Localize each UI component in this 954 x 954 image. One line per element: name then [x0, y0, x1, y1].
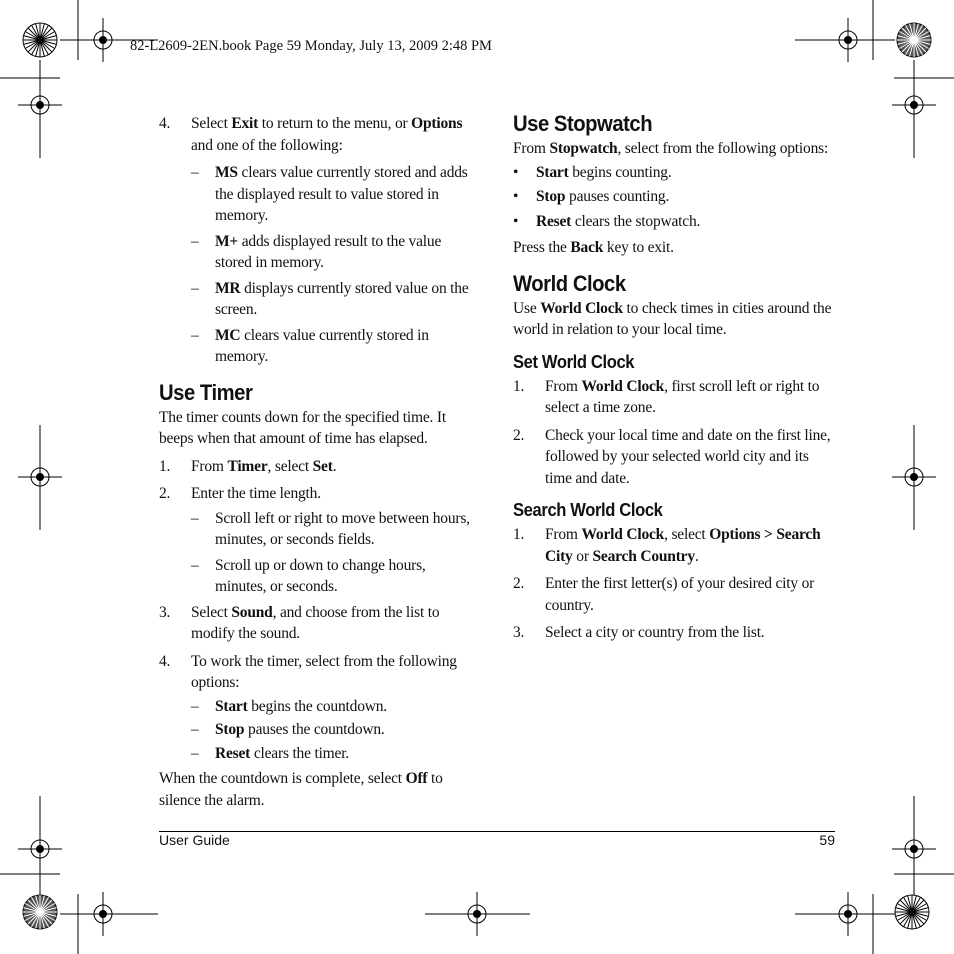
set-world-clock-step-1: 1. From World Clock, first scroll left or right to select a time zone. — [513, 377, 820, 416]
search-world-clock-step-2: 2. Enter the first letter(s) of your desired city or country. — [513, 575, 815, 614]
page-number: 59 — [819, 832, 835, 848]
memory-item-ms: – MS clears value currently stored and adds the displayed result to value stored in memory. — [191, 164, 468, 224]
stopwatch-option-start: • Start begins counting. — [513, 163, 672, 181]
left-column — [159, 113, 479, 817]
timer-outro: When the countdown is complete, select Off to silence the alarm. — [159, 770, 443, 809]
timer-option-stop: – Stop pauses the countdown. — [191, 721, 385, 738]
timer-step-2-sub: – Scroll up or down to change hours, minutes, or seconds. — [191, 556, 426, 595]
book-header-line: 82-L2609-2EN.book Page 59 Monday, July 13, 2009 2:48 PM — [130, 38, 492, 54]
stopwatch-outro: Press the Back key to exit. — [513, 239, 674, 256]
search-world-clock-step-1: 1. From World Clock, select Options > Search City or Search Country. — [513, 526, 821, 565]
search-world-clock-heading: Search World Clock — [513, 500, 663, 520]
memory-item-mc: – MC clears value currently stored in memory. — [191, 326, 429, 365]
timer-option-reset: – Reset clears the timer. — [191, 744, 349, 762]
footer-title: User Guide — [159, 832, 230, 848]
right-column — [513, 111, 833, 650]
stopwatch-intro: From Stopwatch, select from the following options: — [513, 140, 829, 157]
use-timer-heading: Use Timer — [159, 379, 253, 405]
timer-step-1: 1. From Timer, select Set. — [159, 457, 337, 475]
calc-step-4: 4. Select Exit to return to the menu, or Options and one of the following: — [159, 115, 463, 154]
timer-step-2-sub: – Scroll left or right to move between hours, minutes, or seconds fields. — [191, 509, 470, 548]
stopwatch-option-reset: • Reset clears the stopwatch. — [513, 212, 701, 230]
timer-step-3: 3. Select Sound, and choose from the list to modify the sound. — [159, 603, 440, 642]
timer-option-start: – Start begins the countdown. — [191, 697, 387, 715]
search-world-clock-step-3: 3. Select a city or country from the list. — [513, 624, 765, 641]
set-world-clock-step-2: 2. Check your local time and date on the first line, followed by your selected world city and its time and date. — [513, 426, 831, 487]
timer-intro: The timer counts down for the specified time. It beeps when that amount of time has elapsed. — [159, 408, 446, 447]
timer-step-4: 4. To work the timer, select from the following options: — [159, 652, 457, 691]
use-stopwatch-heading: Use Stopwatch — [513, 111, 653, 136]
footer-divider — [159, 831, 835, 832]
stopwatch-option-stop: • Stop pauses counting. — [513, 188, 670, 205]
timer-step-2: 2. Enter the time length. — [159, 485, 321, 502]
memory-item-mr: – MR displays currently stored value on the screen. — [191, 279, 469, 318]
options-key: Options — [411, 115, 463, 132]
exit-key: Exit — [231, 115, 259, 132]
world-clock-heading: World Clock — [513, 270, 626, 296]
set-world-clock-heading: Set World Clock — [513, 351, 635, 372]
world-clock-intro: Use World Clock to check times in cities around the world in relation to your local time. — [513, 299, 832, 338]
memory-item-mplus: – M+ adds displayed result to the value stored in memory. — [191, 232, 442, 271]
